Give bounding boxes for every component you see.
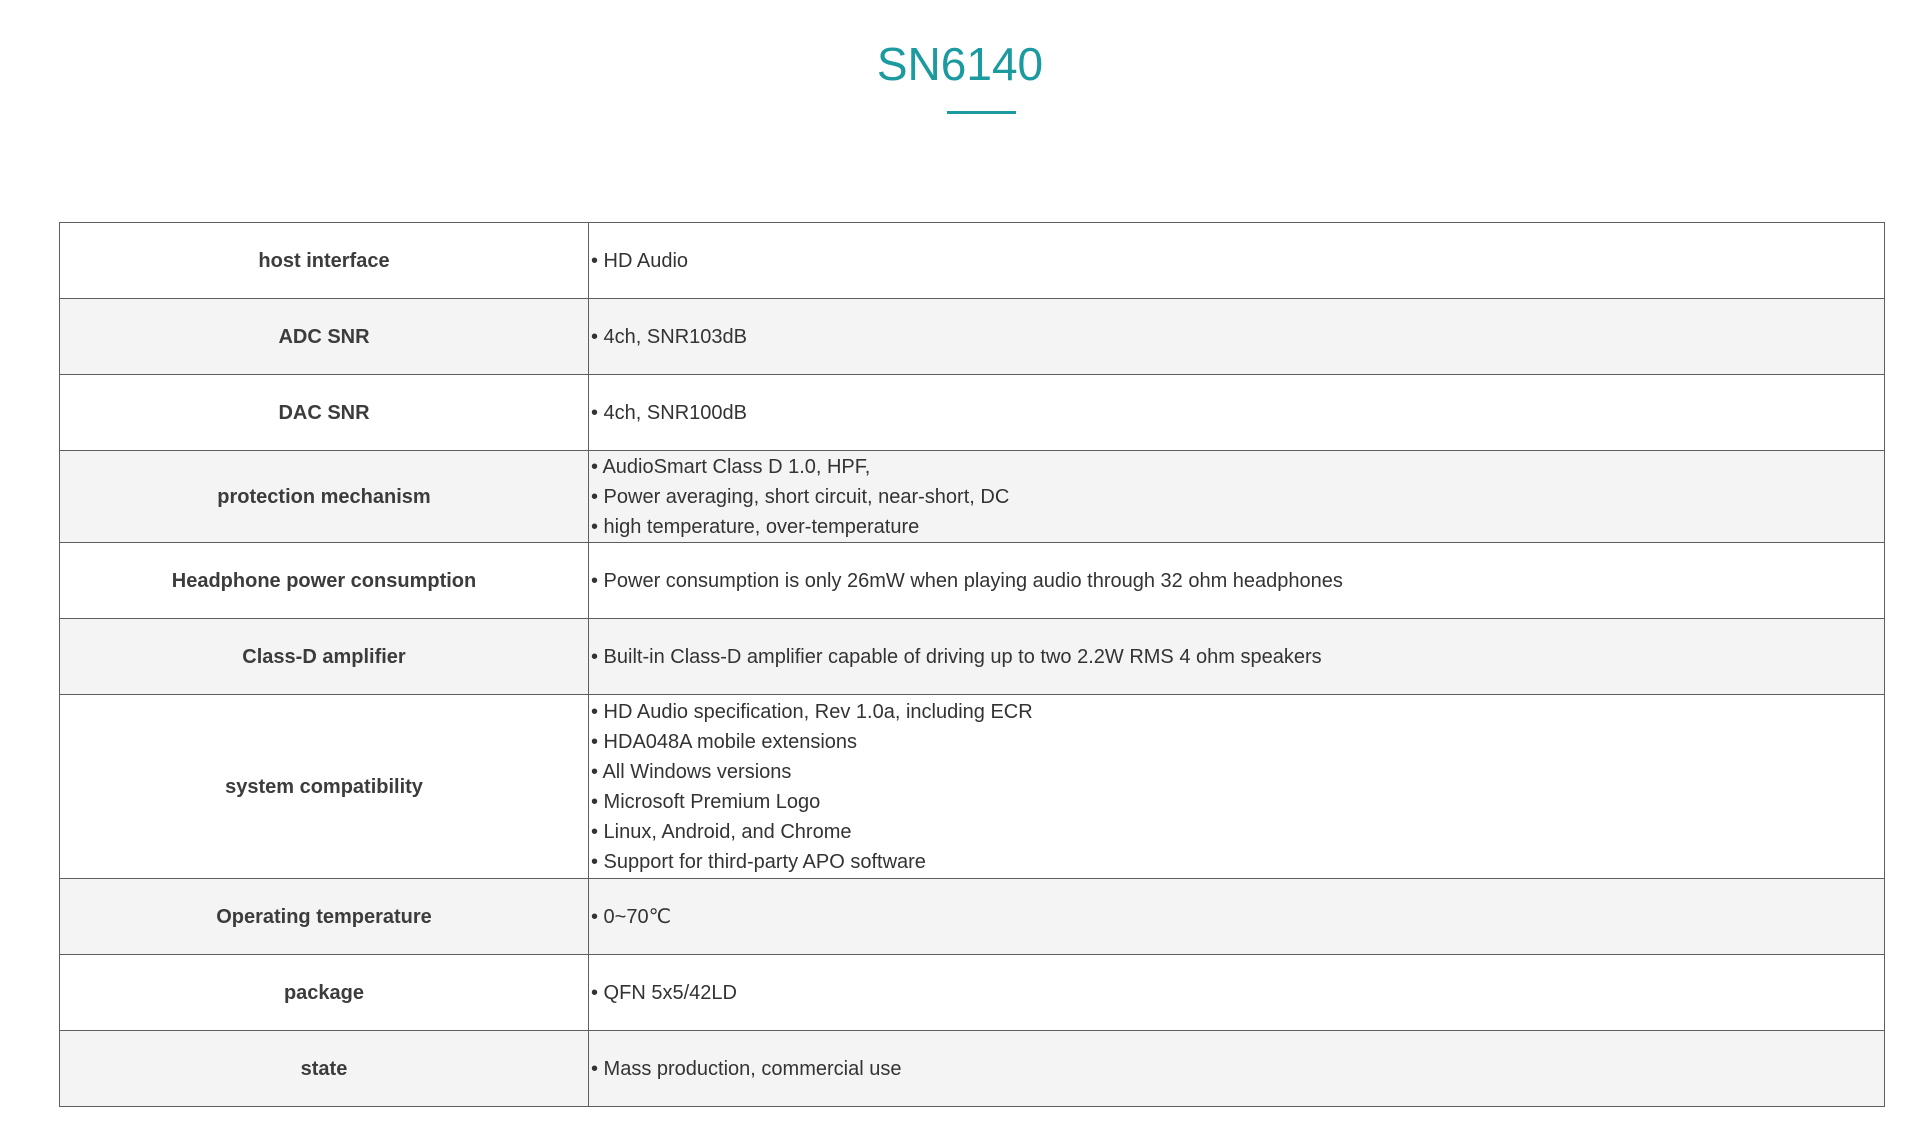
spec-key: host interface [60,223,589,299]
spec-key: system compatibility [60,695,589,879]
spec-row-protection-mechanism [60,451,1885,543]
spec-value-line: • high temperature, over-temperature [591,515,920,538]
spec-value-line: • HDA048A mobile extensions [591,730,858,753]
spec-value-line: • Built-in Class-D amplifier capable of driving up to two 2.2W RMS 4 ohm speakers [591,645,1322,668]
spec-value-line: • Support for third-party APO software [591,850,926,873]
spec-row-class-d-amplifier [60,619,1885,695]
spec-value [589,299,1885,375]
spec-value-line: • Mass production, commercial use [591,1057,902,1080]
spec-key: protection mechanism [60,451,589,543]
spec-key: Headphone power consumption [60,543,589,619]
spec-value [589,375,1885,451]
spec-value [589,1031,1885,1107]
spec-value-line: • Linux, Android, and Chrome [591,820,852,843]
spec-value-line: • Power averaging, short circuit, near-short, DC [591,485,1010,508]
spec-value-line: • 4ch, SNR103dB [591,325,747,348]
spec-value-line: • Microsoft Premium Logo [591,790,821,813]
spec-value-line: • HD Audio specification, Rev 1.0a, including ECR [591,700,1033,723]
spec-key: ADC SNR [60,299,589,375]
spec-row-operating-temperature [60,879,1885,955]
spec-key: state [60,1031,589,1107]
spec-value [589,879,1885,955]
spec-row-package [60,955,1885,1031]
spec-key: Class-D amplifier [60,619,589,695]
spec-value [589,695,1885,879]
spec-key: DAC SNR [60,375,589,451]
spec-key: Operating temperature [60,879,589,955]
spec-value [589,451,1885,543]
spec-value-line: • 0~70℃ [591,905,672,928]
spec-value-line: • QFN 5x5/42LD [591,981,737,1004]
spec-value [589,543,1885,619]
spec-value [589,619,1885,695]
spec-value-line: • 4ch, SNR100dB [591,401,747,424]
spec-value-line: • HD Audio [591,249,689,272]
spec-value [589,955,1885,1031]
spec-row-host-interface [60,223,1885,299]
spec-value-line: • All Windows versions [591,760,792,783]
spec-row-system-compatibility [60,695,1885,879]
spec-row-adc-snr [60,299,1885,375]
title-underline [947,111,1016,114]
spec-row-dac-snr [60,375,1885,451]
spec-value [589,223,1885,299]
spec-value-line: • Power consumption is only 26mW when playing audio through 32 ohm headphones [591,569,1343,592]
spec-value-line: • AudioSmart Class D 1.0, HPF, [591,455,871,478]
page-title: SN6140 [876,38,1044,90]
spec-row-state [60,1031,1885,1107]
spec-row-headphone-power [60,543,1885,619]
spec-key: package [60,955,589,1031]
spec-table [59,222,1885,1107]
